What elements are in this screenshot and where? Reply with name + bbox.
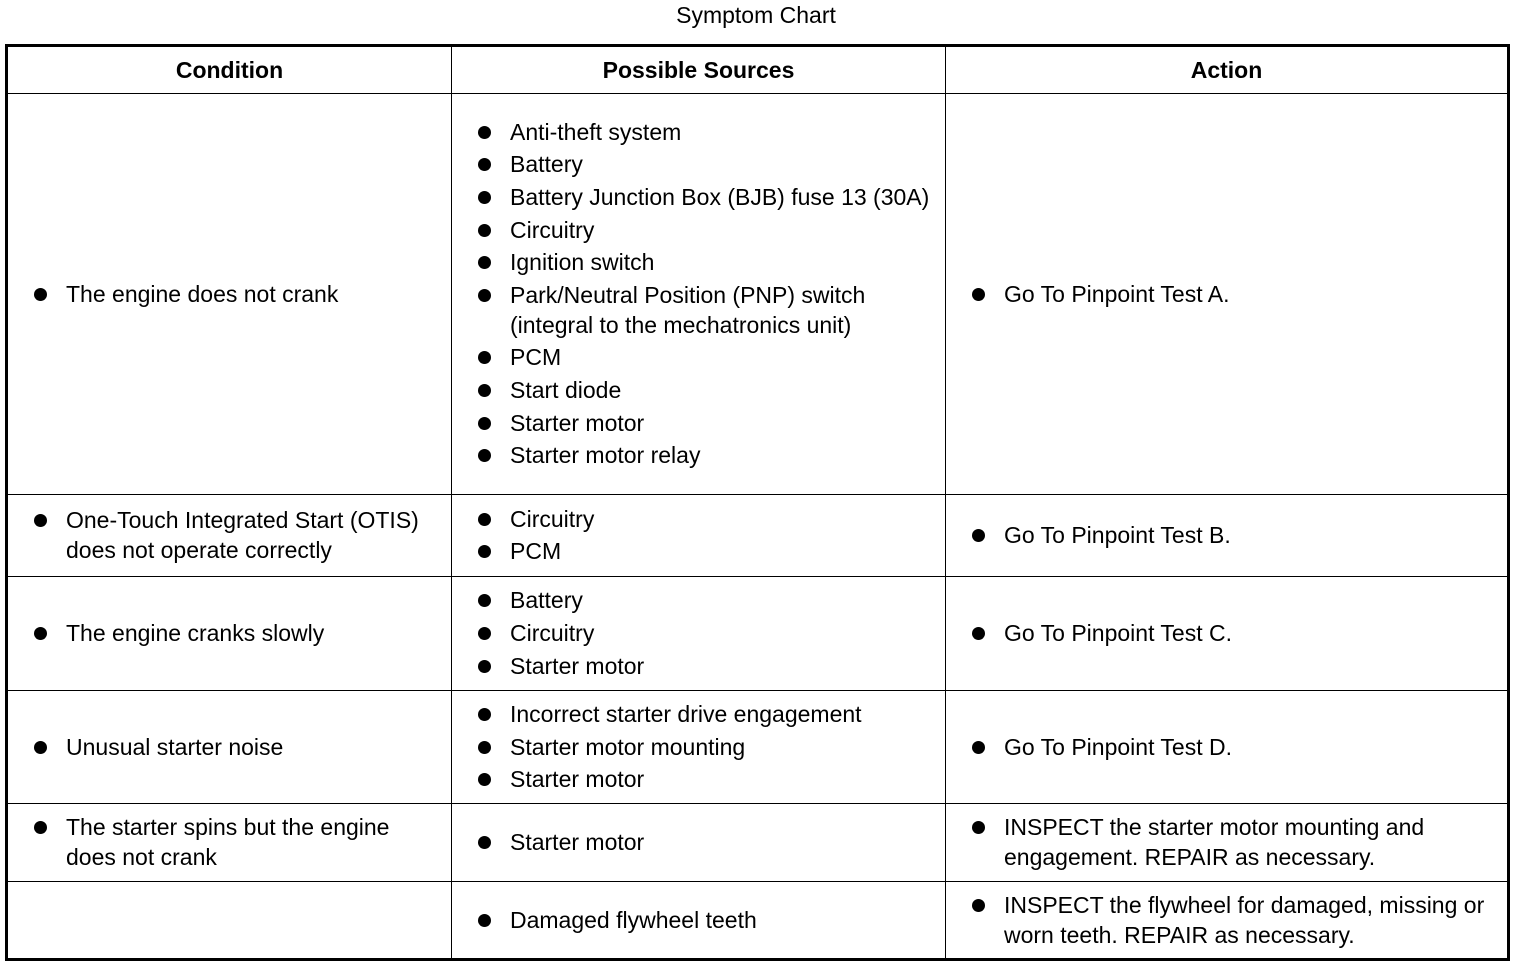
header-row xyxy=(7,46,1509,94)
source-text: Starter motor relay xyxy=(510,442,701,469)
bullet-icon xyxy=(478,773,491,786)
bullet-icon xyxy=(478,627,491,640)
action-item xyxy=(946,520,1507,550)
table-row xyxy=(7,691,1509,804)
bullet-icon xyxy=(478,417,491,430)
source-text: Damaged flywheel teeth xyxy=(510,906,757,933)
bullet-icon xyxy=(34,288,47,301)
source-item xyxy=(452,149,945,179)
condition-text: Unusual starter noise xyxy=(66,733,284,760)
source-item xyxy=(452,827,945,857)
action-cell xyxy=(946,804,1509,882)
condition-text: The engine cranks slowly xyxy=(66,620,325,646)
bullet-icon xyxy=(478,545,491,558)
source-text: Park/Neutral Position (PNP) switch (integral to the mechatronics unit) xyxy=(510,281,866,338)
bullet-icon xyxy=(972,627,985,640)
condition-item xyxy=(8,618,451,648)
action-text: Go To Pinpoint Test C. xyxy=(1004,620,1233,646)
bullet-icon xyxy=(478,708,491,721)
condition-cell xyxy=(7,804,452,882)
chart-title: Symptom Chart xyxy=(676,2,836,28)
sources-cell xyxy=(452,882,946,960)
action-cell xyxy=(946,882,1509,960)
source-item xyxy=(452,504,945,534)
condition-item xyxy=(8,279,451,309)
source-text: Starter motor xyxy=(510,409,645,436)
bullet-icon xyxy=(478,914,491,927)
bullet-icon xyxy=(478,289,491,302)
source-text: Ignition switch xyxy=(510,249,655,276)
action-text: Go To Pinpoint Test A. xyxy=(1004,280,1230,307)
header-condition: Condition xyxy=(7,46,452,94)
bullet-icon xyxy=(478,594,491,607)
source-text: Battery xyxy=(510,587,583,614)
source-text: PCM xyxy=(510,538,562,565)
action-item xyxy=(946,812,1507,872)
source-item xyxy=(452,732,945,762)
condition-cell xyxy=(7,495,452,577)
sources-cell xyxy=(452,804,946,882)
source-text: Start diode xyxy=(510,376,622,403)
condition-item xyxy=(8,732,451,762)
source-text: Circuitry xyxy=(510,620,595,646)
action-item xyxy=(946,618,1507,648)
source-text: PCM xyxy=(510,344,562,371)
bullet-icon xyxy=(478,741,491,754)
table-row xyxy=(7,94,1509,495)
table-row xyxy=(7,804,1509,882)
action-item xyxy=(946,732,1507,762)
condition-cell xyxy=(7,691,452,804)
bullet-icon xyxy=(34,514,47,527)
condition-item xyxy=(8,505,451,565)
bullet-icon xyxy=(972,821,985,834)
source-item xyxy=(452,215,945,245)
source-text: Starter motor xyxy=(510,829,645,855)
source-text: Circuitry xyxy=(510,505,595,532)
bullet-icon xyxy=(478,158,491,171)
condition-cell xyxy=(7,882,452,960)
bullet-icon xyxy=(478,224,491,237)
bullet-icon xyxy=(972,741,985,754)
action-text: Go To Pinpoint Test B. xyxy=(1004,522,1231,548)
source-text: Battery Junction Box (BJB) fuse 13 (30A) xyxy=(510,184,930,211)
action-cell xyxy=(946,94,1509,495)
condition-cell xyxy=(7,577,452,691)
condition-cell xyxy=(7,94,452,495)
action-item xyxy=(946,890,1507,950)
source-text: Starter motor xyxy=(510,766,645,793)
source-item xyxy=(452,182,945,212)
bullet-icon xyxy=(478,513,491,526)
condition-text: The engine does not crank xyxy=(66,280,339,307)
source-item xyxy=(452,440,945,470)
sources-cell xyxy=(452,495,946,577)
source-item xyxy=(452,536,945,566)
action-text: Go To Pinpoint Test D. xyxy=(1004,733,1233,760)
condition-item xyxy=(8,812,451,872)
source-item xyxy=(452,651,945,681)
header-action: Action xyxy=(946,46,1509,94)
table-row xyxy=(7,577,1509,691)
source-item xyxy=(452,764,945,794)
bullet-icon xyxy=(478,351,491,364)
header-possible-sources: Possible Sources xyxy=(452,46,946,94)
table-row xyxy=(7,882,1509,960)
source-item xyxy=(452,618,945,648)
source-text: Starter motor xyxy=(510,652,645,679)
bullet-icon xyxy=(478,384,491,397)
sources-cell xyxy=(452,94,946,495)
bullet-icon xyxy=(34,741,47,754)
source-text: Battery xyxy=(510,151,583,178)
action-text: INSPECT the flywheel for damaged, missing or worn teeth. REPAIR as necessary. xyxy=(1004,891,1485,948)
condition-text: One-Touch Integrated Start (OTIS) does not operate correctly xyxy=(66,507,419,563)
source-item xyxy=(452,375,945,405)
source-text: Circuitry xyxy=(510,216,595,243)
sources-cell xyxy=(452,577,946,691)
sources-cell xyxy=(452,691,946,804)
source-item xyxy=(452,342,945,372)
bullet-icon xyxy=(478,449,491,462)
source-item xyxy=(452,905,945,935)
bullet-icon xyxy=(478,191,491,204)
source-text: Anti-theft system xyxy=(510,118,682,145)
bullet-icon xyxy=(972,899,985,912)
bullet-icon xyxy=(478,126,491,139)
source-item xyxy=(452,408,945,438)
bullet-icon xyxy=(34,821,47,834)
source-text: Incorrect starter drive engagement xyxy=(510,700,862,727)
bullet-icon xyxy=(34,627,47,640)
action-cell xyxy=(946,495,1509,577)
source-item xyxy=(452,699,945,729)
bullet-icon xyxy=(972,529,985,542)
action-cell xyxy=(946,691,1509,804)
source-item xyxy=(452,117,945,147)
source-item xyxy=(452,280,945,340)
bullet-icon xyxy=(478,836,491,849)
action-item xyxy=(946,279,1507,309)
action-text: INSPECT the starter motor mounting and engagement. REPAIR as necessary. xyxy=(1004,814,1425,870)
table-row xyxy=(7,495,1509,577)
symptom-table xyxy=(5,44,1510,961)
bullet-icon xyxy=(972,288,985,301)
action-cell xyxy=(946,577,1509,691)
source-item xyxy=(452,247,945,277)
bullet-icon xyxy=(478,660,491,673)
source-text: Starter motor mounting xyxy=(510,733,746,760)
source-item xyxy=(452,585,945,615)
condition-text: The starter spins but the engine does not crank xyxy=(66,814,390,870)
bullet-icon xyxy=(478,256,491,269)
